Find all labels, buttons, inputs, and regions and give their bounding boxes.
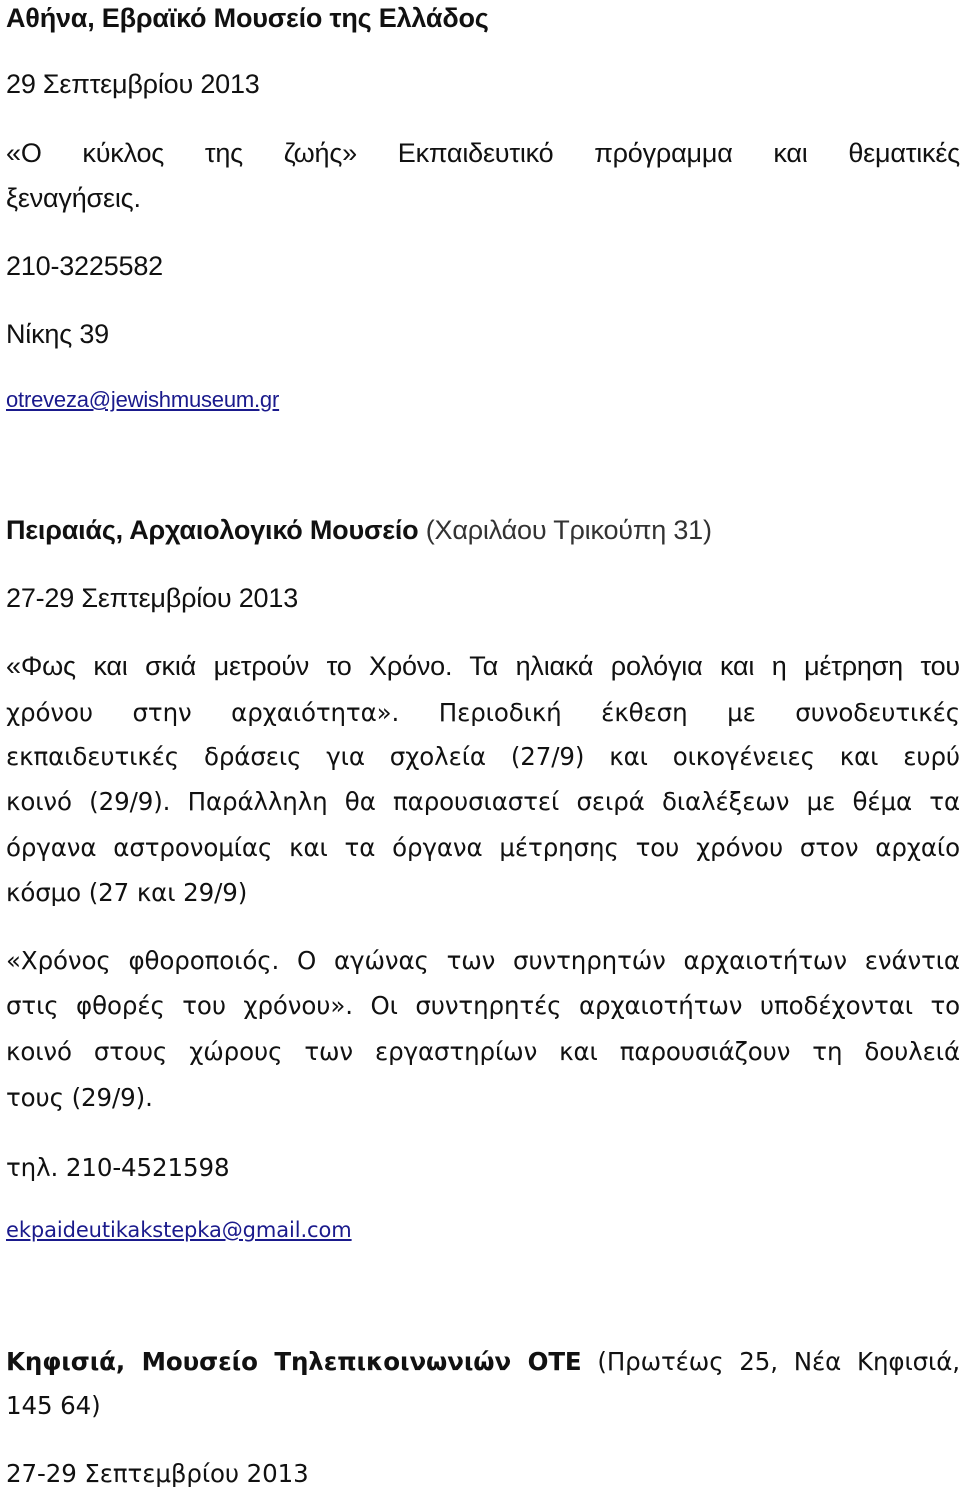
athens-title: Αθήνα, Εβραϊκό Μουσείο της Ελλάδος: [6, 3, 489, 33]
athens-program-line-2: ξεναγήσεις.: [6, 183, 141, 213]
piraeus-conservation-line: κοινό στους χώρους των εργαστηρίων και παρουσιάζουν τη δουλειά: [6, 1037, 960, 1066]
piraeus-title: [6, 513, 712, 547]
piraeus-description-line: «Φως και σκιά μετρούν το Χρόνο. Τα ηλιακά ρολόγια και η μέτρηση του: [6, 651, 960, 681]
piraeus-date: 27-29 Σεπτεμβρίου 2013: [6, 583, 299, 613]
piraeus-email-link[interactable]: ekpaideutikakstepka@gmail.com: [6, 1218, 352, 1242]
piraeus-phone: τηλ. 210-4521598: [6, 1153, 230, 1182]
piraeus-description-line: κοινό (29/9). Παράλληλη θα παρουσιαστεί σειρά διαλέξεων με θέμα τα: [6, 787, 960, 816]
piraeus-conservation-line: στις φθορές του χρόνου». Οι συντηρητές αρχαιοτήτων υποδέχονται το: [6, 991, 960, 1020]
athens-address: Νίκης 39: [6, 319, 109, 349]
kifisia-date: 27-29 Σεπτεμβρίου 2013: [6, 1459, 309, 1488]
piraeus-conservation-line: «Χρόνος φθοροποιός. Ο αγώνας των συντηρητών αρχαιοτήτων ενάντια: [6, 946, 960, 975]
athens-email-link[interactable]: otreveza@jewishmuseum.gr: [6, 387, 280, 412]
kifisia-title-address-1: (Πρωτέως 25, Νέα Κηφισιά,: [581, 1347, 960, 1376]
piraeus-title-address: (Χαριλάου Τρικούπη 31): [418, 515, 712, 545]
piraeus-description-line: εκπαιδευτικές δράσεις για σχολεία (27/9) και οικογένειες και ευρύ: [6, 742, 960, 771]
piraeus-conservation-line: τους (29/9).: [6, 1083, 153, 1112]
piraeus-description-line: κόσμο (27 και 29/9): [6, 878, 248, 907]
kifisia-title-address-2: 145 64): [6, 1391, 101, 1420]
piraeus-title-museum: Πειραιάς, Αρχαιολογικό Μουσείο: [6, 515, 419, 545]
athens-program-line-1: «Ο κύκλος της ζωής» Εκπαιδευτικό πρόγραμμα και θεματικές: [6, 138, 960, 168]
athens-phone: 210-3225582: [6, 251, 163, 281]
piraeus-description-line: όργανα αστρονομίας και τα όργανα μέτρησης του χρόνου στον αρχαίο: [6, 833, 960, 862]
athens-date: 29 Σεπτεμβρίου 2013: [6, 69, 260, 99]
kifisia-title: [6, 1345, 960, 1379]
kifisia-title-museum: Κηφισιά, Μουσείο Τηλεπικοινωνιών ΟΤΕ: [6, 1347, 582, 1376]
piraeus-description-line: χρόνου στην αρχαιότητα». Περιοδική έκθεση με συνοδευτικές: [6, 698, 960, 727]
